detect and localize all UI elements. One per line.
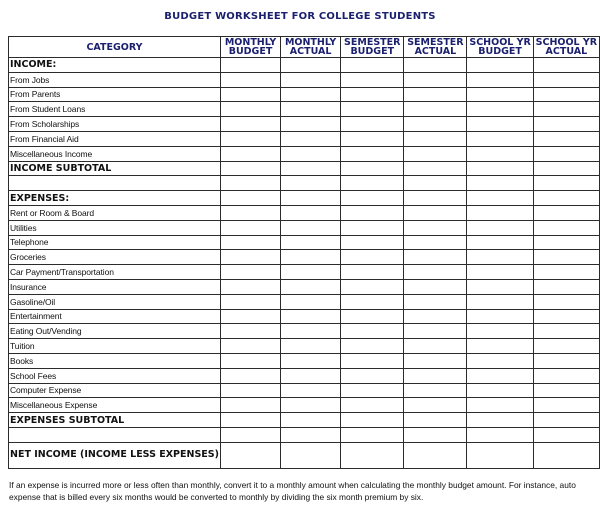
- entry-cell[interactable]: [220, 368, 280, 383]
- entry-cell[interactable]: [404, 427, 467, 442]
- blank-row: [9, 427, 600, 442]
- entry-cell[interactable]: [404, 205, 467, 220]
- entry-cell[interactable]: [341, 161, 404, 176]
- entry-cell[interactable]: [533, 87, 599, 102]
- entry-cell[interactable]: [533, 191, 599, 206]
- expense-item-label: Rent or Room & Board: [9, 205, 221, 220]
- income-item-label: From Scholarships: [9, 117, 221, 132]
- expense-item-label: Miscellaneous Expense: [9, 398, 221, 413]
- entry-cell[interactable]: [341, 220, 404, 235]
- school-yr-actual-header: [533, 37, 599, 58]
- entry-cell[interactable]: [533, 294, 599, 309]
- entry-cell[interactable]: [533, 265, 599, 280]
- entry-cell[interactable]: [467, 383, 533, 398]
- net-income-row: [9, 442, 600, 468]
- entry-cell[interactable]: [467, 427, 533, 442]
- entry-cell[interactable]: [467, 368, 533, 383]
- entry-cell[interactable]: [404, 368, 467, 383]
- header-line: ACTUAL: [545, 46, 588, 57]
- entry-cell[interactable]: [281, 235, 341, 250]
- header-line: BUDGET: [228, 46, 273, 57]
- entry-cell[interactable]: [533, 427, 599, 442]
- entry-cell[interactable]: [533, 146, 599, 161]
- entry-cell[interactable]: [281, 161, 341, 176]
- entry-cell[interactable]: [220, 131, 280, 146]
- expenses-subtotal-row: [9, 413, 600, 428]
- entry-cell[interactable]: [467, 131, 533, 146]
- entry-cell[interactable]: [404, 324, 467, 339]
- entry-cell[interactable]: [281, 250, 341, 265]
- entry-cell[interactable]: [533, 339, 599, 354]
- entry-cell[interactable]: [467, 413, 533, 428]
- entry-cell[interactable]: [467, 250, 533, 265]
- expense-item-label: Gasoline/Oil: [9, 294, 221, 309]
- entry-cell[interactable]: [467, 235, 533, 250]
- expense-item-label: School Fees: [9, 368, 221, 383]
- income-item-label: From Parents: [9, 87, 221, 102]
- income-item-row: [9, 87, 600, 102]
- entry-cell[interactable]: [467, 339, 533, 354]
- entry-cell[interactable]: [341, 324, 404, 339]
- entry-cell[interactable]: [220, 413, 280, 428]
- entry-cell[interactable]: [341, 427, 404, 442]
- entry-cell[interactable]: [220, 102, 280, 117]
- entry-cell[interactable]: [220, 117, 280, 132]
- entry-cell[interactable]: [281, 87, 341, 102]
- entry-cell[interactable]: [341, 87, 404, 102]
- expenses-heading-label: EXPENSES:: [9, 191, 221, 206]
- entry-cell[interactable]: [404, 161, 467, 176]
- entry-cell[interactable]: [404, 265, 467, 280]
- income-item-label: From Jobs: [9, 72, 221, 87]
- expense-item-row: [9, 220, 600, 235]
- entry-cell[interactable]: [533, 220, 599, 235]
- monthly-actual-header: [281, 37, 341, 58]
- school-yr-budget-header: [467, 37, 533, 58]
- entry-cell[interactable]: [404, 413, 467, 428]
- entry-cell[interactable]: [281, 279, 341, 294]
- entry-cell[interactable]: [341, 309, 404, 324]
- entry-cell[interactable]: [220, 58, 280, 73]
- expense-item-label: Car Payment/Transportation: [9, 265, 221, 280]
- header-line: BUDGET: [350, 46, 395, 57]
- entry-cell[interactable]: [281, 146, 341, 161]
- entry-cell[interactable]: [404, 383, 467, 398]
- entry-cell[interactable]: [467, 117, 533, 132]
- entry-cell[interactable]: [281, 368, 341, 383]
- expenses-heading-row: [9, 191, 600, 206]
- expenses-subtotal-label: EXPENSES SUBTOTAL: [9, 413, 221, 428]
- entry-cell[interactable]: [220, 72, 280, 87]
- entry-cell[interactable]: [281, 265, 341, 280]
- entry-cell[interactable]: [341, 339, 404, 354]
- entry-cell[interactable]: [404, 279, 467, 294]
- income-subtotal-label: INCOME SUBTOTAL: [9, 161, 221, 176]
- entry-cell[interactable]: [281, 339, 341, 354]
- header-line: SEMESTER: [407, 37, 464, 48]
- entry-cell[interactable]: [341, 383, 404, 398]
- income-item-row: [9, 146, 600, 161]
- category-header: [9, 37, 221, 58]
- entry-cell[interactable]: [220, 294, 280, 309]
- entry-cell[interactable]: [341, 235, 404, 250]
- entry-cell[interactable]: [281, 176, 341, 191]
- entry-cell[interactable]: [533, 413, 599, 428]
- entry-cell[interactable]: [533, 383, 599, 398]
- entry-cell[interactable]: [467, 102, 533, 117]
- expense-item-row: [9, 353, 600, 368]
- entry-cell[interactable]: [281, 353, 341, 368]
- header-line: SCHOOL YR: [469, 37, 531, 48]
- entry-cell[interactable]: [404, 58, 467, 73]
- entry-cell[interactable]: [220, 205, 280, 220]
- income-subtotal-row: [9, 161, 600, 176]
- header-line: MONTHLY: [284, 37, 337, 48]
- entry-cell[interactable]: [220, 220, 280, 235]
- entry-cell[interactable]: [220, 191, 280, 206]
- entry-cell[interactable]: [281, 117, 341, 132]
- entry-cell[interactable]: [281, 220, 341, 235]
- expense-item-row: [9, 205, 600, 220]
- entry-cell[interactable]: [220, 235, 280, 250]
- entry-cell[interactable]: [404, 146, 467, 161]
- entry-cell[interactable]: [341, 72, 404, 87]
- entry-cell[interactable]: [341, 250, 404, 265]
- net-income-label: NET INCOME (INCOME LESS EXPENSES): [9, 442, 221, 468]
- entry-cell[interactable]: [404, 398, 467, 413]
- entry-cell[interactable]: [220, 309, 280, 324]
- entry-cell[interactable]: [533, 117, 599, 132]
- entry-cell[interactable]: [467, 265, 533, 280]
- entry-cell[interactable]: [281, 427, 341, 442]
- entry-cell[interactable]: [281, 191, 341, 206]
- entry-cell[interactable]: [404, 235, 467, 250]
- header-line: MONTHLY: [224, 37, 277, 48]
- entry-cell[interactable]: [341, 279, 404, 294]
- expense-item-label: Utilities: [9, 220, 221, 235]
- income-heading-label: INCOME:: [9, 58, 221, 73]
- income-item-row: [9, 131, 600, 146]
- entry-cell[interactable]: [220, 324, 280, 339]
- entry-cell[interactable]: [281, 309, 341, 324]
- expense-item-label: Telephone: [9, 235, 221, 250]
- expense-item-row: [9, 324, 600, 339]
- entry-cell[interactable]: [467, 353, 533, 368]
- entry-cell[interactable]: [220, 353, 280, 368]
- entry-cell[interactable]: [341, 102, 404, 117]
- entry-cell[interactable]: [404, 250, 467, 265]
- blank-label: [9, 427, 221, 442]
- entry-cell[interactable]: [341, 442, 404, 468]
- entry-cell[interactable]: [467, 191, 533, 206]
- entry-cell[interactable]: [533, 161, 599, 176]
- blank-label: [9, 176, 221, 191]
- entry-cell[interactable]: [341, 176, 404, 191]
- entry-cell[interactable]: [281, 294, 341, 309]
- entry-cell[interactable]: [220, 161, 280, 176]
- income-item-label: From Financial Aid: [9, 131, 221, 146]
- entry-cell[interactable]: [467, 220, 533, 235]
- entry-cell[interactable]: [341, 117, 404, 132]
- entry-cell[interactable]: [467, 279, 533, 294]
- entry-cell[interactable]: [467, 398, 533, 413]
- entry-cell[interactable]: [281, 324, 341, 339]
- entry-cell[interactable]: [281, 102, 341, 117]
- expense-item-row: [9, 265, 600, 280]
- entry-cell[interactable]: [404, 339, 467, 354]
- entry-cell[interactable]: [467, 176, 533, 191]
- entry-cell[interactable]: [467, 324, 533, 339]
- entry-cell[interactable]: [404, 294, 467, 309]
- entry-cell[interactable]: [533, 324, 599, 339]
- entry-cell[interactable]: [220, 383, 280, 398]
- entry-cell[interactable]: [341, 398, 404, 413]
- income-item-row: [9, 102, 600, 117]
- expense-item-row: [9, 339, 600, 354]
- entry-cell[interactable]: [220, 176, 280, 191]
- entry-cell[interactable]: [533, 279, 599, 294]
- header-line: ACTUAL: [289, 46, 332, 57]
- entry-cell[interactable]: [467, 58, 533, 73]
- entry-cell[interactable]: [533, 398, 599, 413]
- entry-cell[interactable]: [404, 442, 467, 468]
- entry-cell[interactable]: [404, 117, 467, 132]
- entry-cell[interactable]: [341, 413, 404, 428]
- entry-cell[interactable]: [220, 146, 280, 161]
- entry-cell[interactable]: [533, 442, 599, 468]
- entry-cell[interactable]: [220, 250, 280, 265]
- income-item-label: Miscellaneous Income: [9, 146, 221, 161]
- entry-cell[interactable]: [533, 176, 599, 191]
- entry-cell[interactable]: [467, 309, 533, 324]
- entry-cell[interactable]: [533, 205, 599, 220]
- header-line: SEMESTER: [344, 37, 401, 48]
- entry-cell[interactable]: [533, 72, 599, 87]
- entry-cell[interactable]: [404, 72, 467, 87]
- expense-item-label: Books: [9, 353, 221, 368]
- entry-cell[interactable]: [533, 102, 599, 117]
- entry-cell[interactable]: [220, 398, 280, 413]
- entry-cell[interactable]: [533, 368, 599, 383]
- entry-cell[interactable]: [404, 87, 467, 102]
- entry-cell[interactable]: [404, 191, 467, 206]
- header-line: SCHOOL YR: [535, 37, 598, 48]
- expense-item-label: Eating Out/Vending: [9, 324, 221, 339]
- entry-cell[interactable]: [220, 339, 280, 354]
- income-item-row: [9, 117, 600, 132]
- expense-item-row: [9, 279, 600, 294]
- semester-budget-header: [341, 37, 404, 58]
- blank-row: [9, 176, 600, 191]
- income-item-row: [9, 72, 600, 87]
- entry-cell[interactable]: [341, 58, 404, 73]
- entry-cell[interactable]: [533, 58, 599, 73]
- entry-cell[interactable]: [341, 191, 404, 206]
- entry-cell[interactable]: [533, 235, 599, 250]
- entry-cell[interactable]: [281, 58, 341, 73]
- expense-item-label: Tuition: [9, 339, 221, 354]
- entry-cell[interactable]: [404, 176, 467, 191]
- expense-item-row: [9, 250, 600, 265]
- income-item-label: From Student Loans: [9, 102, 221, 117]
- entry-cell[interactable]: [281, 72, 341, 87]
- entry-cell[interactable]: [341, 205, 404, 220]
- entry-cell[interactable]: [341, 146, 404, 161]
- entry-cell[interactable]: [533, 131, 599, 146]
- monthly-budget-header: [220, 37, 280, 58]
- entry-cell[interactable]: [467, 87, 533, 102]
- budget-table: [8, 36, 600, 469]
- header-line: ACTUAL: [414, 46, 457, 57]
- income-heading-row: [9, 58, 600, 73]
- category-header-label: CATEGORY: [86, 41, 143, 53]
- entry-cell[interactable]: [281, 413, 341, 428]
- entry-cell[interactable]: [341, 131, 404, 146]
- entry-cell[interactable]: [467, 72, 533, 87]
- expense-item-row: [9, 309, 600, 324]
- entry-cell[interactable]: [404, 309, 467, 324]
- header-line: BUDGET: [478, 46, 522, 57]
- expense-item-row: [9, 383, 600, 398]
- header-row: [9, 37, 600, 58]
- entry-cell[interactable]: [281, 383, 341, 398]
- entry-cell[interactable]: [341, 294, 404, 309]
- entry-cell[interactable]: [533, 309, 599, 324]
- entry-cell[interactable]: [220, 279, 280, 294]
- entry-cell[interactable]: [341, 265, 404, 280]
- entry-cell[interactable]: [467, 442, 533, 468]
- entry-cell[interactable]: [467, 294, 533, 309]
- footnote: If an expense is incurred more or less often than monthly, convert it to a monthly amount when calculating the monthly budget amount. For instance, auto expense that is billed every six months would be converted to monthly by dividing the six month premium by six.: [9, 480, 576, 502]
- worksheet-title: BUDGET WORKSHEET FOR COLLEGE STUDENTS: [164, 11, 436, 22]
- expense-item-row: [9, 235, 600, 250]
- entry-cell[interactable]: [404, 353, 467, 368]
- expense-item-label: Insurance: [9, 279, 221, 294]
- entry-cell[interactable]: [220, 442, 280, 468]
- entry-cell[interactable]: [404, 220, 467, 235]
- entry-cell[interactable]: [281, 131, 341, 146]
- entry-cell[interactable]: [341, 353, 404, 368]
- entry-cell[interactable]: [533, 353, 599, 368]
- expense-item-label: Groceries: [9, 250, 221, 265]
- entry-cell[interactable]: [467, 205, 533, 220]
- entry-cell[interactable]: [281, 205, 341, 220]
- entry-cell[interactable]: [404, 102, 467, 117]
- expense-item-row: [9, 368, 600, 383]
- entry-cell[interactable]: [281, 442, 341, 468]
- expense-item-row: [9, 294, 600, 309]
- entry-cell[interactable]: [533, 250, 599, 265]
- entry-cell[interactable]: [404, 131, 467, 146]
- entry-cell[interactable]: [220, 427, 280, 442]
- entry-cell[interactable]: [467, 146, 533, 161]
- entry-cell[interactable]: [220, 87, 280, 102]
- semester-actual-header: [404, 37, 467, 58]
- entry-cell[interactable]: [220, 265, 280, 280]
- entry-cell[interactable]: [281, 398, 341, 413]
- expense-item-label: Computer Expense: [9, 383, 221, 398]
- entry-cell[interactable]: [341, 368, 404, 383]
- entry-cell[interactable]: [467, 161, 533, 176]
- expense-item-row: [9, 398, 600, 413]
- expense-item-label: Entertainment: [9, 309, 221, 324]
